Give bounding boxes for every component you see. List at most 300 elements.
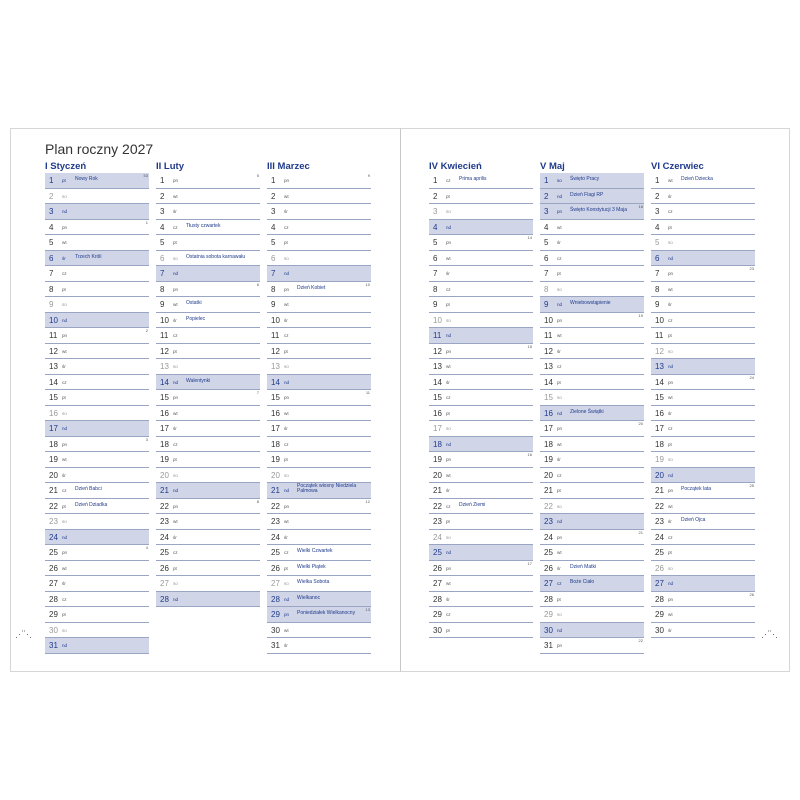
day-row[interactable] xyxy=(651,592,755,608)
day-row[interactable] xyxy=(429,468,533,484)
day-row[interactable] xyxy=(156,452,260,468)
weekday-abbr: pn xyxy=(62,441,68,447)
weekday-abbr: pn xyxy=(557,426,563,431)
day-row[interactable] xyxy=(540,251,644,267)
day-row[interactable] xyxy=(267,204,371,220)
holiday-note: Trzech Króli xyxy=(75,253,102,260)
weekday-abbr: śr xyxy=(557,565,561,571)
week-number: 9 xyxy=(367,173,370,178)
day-row[interactable] xyxy=(156,282,260,298)
day-row[interactable] xyxy=(540,483,644,499)
day-row[interactable] xyxy=(267,189,371,205)
day-row[interactable] xyxy=(45,390,149,406)
day-row[interactable] xyxy=(540,297,644,313)
weekday-abbr: so xyxy=(284,581,289,586)
weekday-abbr: so xyxy=(173,364,178,369)
day-row[interactable] xyxy=(156,545,260,561)
day-row[interactable] xyxy=(651,328,755,344)
weekday-abbr: pt xyxy=(446,302,450,307)
week-number: 26 xyxy=(749,591,754,597)
weekday-abbr: śr xyxy=(284,426,288,431)
day-row[interactable] xyxy=(540,173,644,189)
week-number: 15 xyxy=(527,343,532,349)
day-row[interactable] xyxy=(540,220,644,236)
day-row[interactable] xyxy=(45,313,149,329)
day-row[interactable] xyxy=(267,452,371,468)
weekday-abbr: pn xyxy=(446,457,452,462)
day-row[interactable] xyxy=(267,173,371,189)
weekday-abbr: pn xyxy=(557,534,563,540)
day-row[interactable] xyxy=(156,220,260,236)
day-row[interactable] xyxy=(45,266,149,282)
day-row[interactable] xyxy=(267,297,371,313)
day-number: 19 xyxy=(49,455,58,464)
day-row[interactable] xyxy=(267,313,371,329)
day-row[interactable] xyxy=(429,607,533,623)
weekday-abbr: śr xyxy=(668,519,672,524)
day-row[interactable] xyxy=(429,173,533,189)
day-row[interactable] xyxy=(429,592,533,608)
weekday-abbr: pt xyxy=(62,395,66,400)
day-row[interactable] xyxy=(45,375,149,391)
day-number: 30 xyxy=(544,625,553,635)
day-row[interactable] xyxy=(429,328,533,344)
day-row[interactable] xyxy=(45,359,149,375)
day-row[interactable] xyxy=(45,173,149,189)
day-row[interactable] xyxy=(45,638,149,654)
weekday-abbr: śr xyxy=(284,643,288,648)
day-row[interactable] xyxy=(540,468,644,484)
day-row[interactable] xyxy=(267,499,371,515)
day-row[interactable] xyxy=(429,390,533,406)
day-row[interactable] xyxy=(429,375,533,391)
weekday-abbr: wt xyxy=(557,441,562,447)
day-row[interactable] xyxy=(429,530,533,546)
day-row[interactable] xyxy=(267,545,371,561)
day-row[interactable] xyxy=(651,576,755,592)
day-row[interactable] xyxy=(156,204,260,220)
weekday-abbr: cz xyxy=(173,224,178,230)
day-row[interactable] xyxy=(540,204,644,220)
day-number: 21 xyxy=(271,486,280,495)
weekday-abbr: śr xyxy=(557,457,561,462)
day-row[interactable] xyxy=(540,623,644,639)
weekday-abbr: nd xyxy=(173,271,179,276)
day-row[interactable] xyxy=(429,220,533,236)
day-row[interactable] xyxy=(156,359,260,375)
weekday-abbr: nd xyxy=(62,317,68,323)
day-row[interactable] xyxy=(267,344,371,360)
day-row[interactable] xyxy=(651,437,755,453)
corner-ornament-right: ⋰⋱ xyxy=(761,629,777,639)
week-number: 22 xyxy=(638,638,643,643)
holiday-note: Ostatnia sobota karnawału xyxy=(186,253,246,260)
day-number: 5 xyxy=(433,238,438,247)
day-row[interactable] xyxy=(267,437,371,453)
weekday-abbr: pt xyxy=(557,488,561,493)
day-row[interactable] xyxy=(45,561,149,577)
day-row[interactable] xyxy=(429,452,533,468)
day-row[interactable] xyxy=(45,344,149,360)
day-row[interactable] xyxy=(651,483,755,499)
day-row[interactable] xyxy=(651,406,755,422)
day-number: 18 xyxy=(49,439,58,449)
day-row[interactable] xyxy=(156,189,260,205)
day-row[interactable] xyxy=(156,235,260,251)
weekday-abbr: so xyxy=(557,178,562,183)
holiday-note: Poniedziałek Wielkanocny xyxy=(297,610,356,616)
day-row[interactable] xyxy=(540,235,644,251)
day-row[interactable] xyxy=(156,406,260,422)
weekday-abbr: wt xyxy=(446,364,451,369)
day-number: 26 xyxy=(160,563,169,573)
day-row[interactable] xyxy=(429,437,533,453)
month-april xyxy=(429,161,533,635)
day-row[interactable] xyxy=(267,468,371,484)
day-row[interactable] xyxy=(651,220,755,236)
day-row[interactable] xyxy=(651,173,755,189)
weekday-abbr: nd xyxy=(668,581,674,586)
day-row[interactable] xyxy=(45,499,149,515)
day-row[interactable] xyxy=(429,406,533,422)
day-row[interactable] xyxy=(156,173,260,189)
day-row[interactable] xyxy=(429,421,533,437)
day-row[interactable] xyxy=(540,359,644,375)
day-row[interactable] xyxy=(45,189,149,205)
day-row[interactable] xyxy=(429,251,533,267)
weekday-abbr: nd xyxy=(62,643,68,648)
day-number: 1 xyxy=(160,176,165,185)
day-row[interactable] xyxy=(45,514,149,530)
month-june xyxy=(651,161,755,635)
weekday-abbr: so xyxy=(557,612,562,617)
day-row[interactable] xyxy=(651,313,755,329)
day-row[interactable] xyxy=(45,282,149,298)
day-number: 15 xyxy=(160,393,169,402)
day-number: 30 xyxy=(271,625,280,635)
day-row[interactable] xyxy=(267,592,371,608)
day-row[interactable] xyxy=(429,483,533,499)
day-row[interactable] xyxy=(156,514,260,530)
weekday-abbr: wt xyxy=(284,410,289,416)
weekday-abbr: wt xyxy=(446,581,451,586)
day-row[interactable] xyxy=(651,359,755,375)
weekday-abbr: pt xyxy=(173,565,177,571)
weekday-abbr: śr xyxy=(446,596,450,602)
day-row[interactable] xyxy=(651,452,755,468)
day-number: 2 xyxy=(655,191,660,201)
day-row[interactable] xyxy=(45,576,149,592)
day-row[interactable] xyxy=(429,313,533,329)
day-number: 5 xyxy=(49,238,54,247)
day-row[interactable] xyxy=(156,375,260,391)
day-row[interactable] xyxy=(540,390,644,406)
day-row[interactable] xyxy=(45,204,149,220)
weekday-abbr: pt xyxy=(668,224,672,230)
corner-ornament-left: ⋰⋱ xyxy=(15,629,31,639)
day-number: 7 xyxy=(655,269,660,278)
day-row[interactable] xyxy=(651,561,755,577)
day-row[interactable] xyxy=(45,452,149,468)
day-row[interactable] xyxy=(651,297,755,313)
day-row[interactable] xyxy=(267,421,371,437)
holiday-note: Początek wiosny Niedziela Palmowa xyxy=(297,483,357,494)
weekday-abbr: nd xyxy=(62,209,68,214)
weekday-abbr: śr xyxy=(173,426,177,431)
week-number: 7 xyxy=(256,390,259,395)
week-number: 12 xyxy=(365,498,370,504)
day-number: 1 xyxy=(655,176,660,185)
weekday-abbr: cz xyxy=(557,364,562,369)
month-may xyxy=(540,161,644,650)
day-number: 29 xyxy=(271,610,280,619)
month-header: IV Kwiecień xyxy=(429,161,482,172)
day-number: 7 xyxy=(544,269,549,278)
day-row[interactable] xyxy=(156,530,260,546)
month-march xyxy=(267,161,371,650)
weekday-abbr: pn xyxy=(557,317,563,323)
day-row[interactable] xyxy=(540,344,644,360)
day-number: 25 xyxy=(49,548,58,557)
day-row[interactable] xyxy=(651,344,755,360)
day-row[interactable] xyxy=(651,282,755,298)
day-row[interactable] xyxy=(429,297,533,313)
weekday-abbr: cz xyxy=(668,426,673,431)
weekday-abbr: pt xyxy=(62,612,66,617)
day-row[interactable] xyxy=(540,437,644,453)
day-row[interactable] xyxy=(540,406,644,422)
day-row[interactable] xyxy=(267,390,371,406)
day-row[interactable] xyxy=(429,499,533,515)
day-row[interactable] xyxy=(651,530,755,546)
day-row[interactable] xyxy=(651,375,755,391)
day-row[interactable] xyxy=(267,251,371,267)
weekday-abbr: śr xyxy=(173,317,177,323)
day-number: 23 xyxy=(49,517,58,526)
day-row[interactable] xyxy=(651,623,755,639)
weekday-abbr: cz xyxy=(173,333,178,338)
weekday-abbr: śr xyxy=(668,302,672,307)
day-row[interactable] xyxy=(267,282,371,298)
day-row[interactable] xyxy=(651,390,755,406)
weekday-abbr: so xyxy=(668,348,673,354)
day-row[interactable] xyxy=(156,390,260,406)
weekday-abbr: pn xyxy=(284,395,290,400)
day-row[interactable] xyxy=(156,266,260,282)
day-row[interactable] xyxy=(156,251,260,267)
day-row[interactable] xyxy=(267,235,371,251)
day-row[interactable] xyxy=(429,204,533,220)
day-row[interactable] xyxy=(651,499,755,515)
weekday-abbr: so xyxy=(62,627,67,633)
weekday-abbr: cz xyxy=(446,503,451,509)
day-row[interactable] xyxy=(267,328,371,344)
weekday-abbr: wt xyxy=(173,410,178,416)
day-number: 13 xyxy=(271,362,280,371)
weekday-abbr: pt xyxy=(557,596,561,602)
day-row[interactable] xyxy=(540,313,644,329)
day-row[interactable] xyxy=(156,592,260,608)
day-row[interactable] xyxy=(540,375,644,391)
day-row[interactable] xyxy=(651,189,755,205)
day-row[interactable] xyxy=(45,251,149,267)
day-row[interactable] xyxy=(156,313,260,329)
day-number: 8 xyxy=(49,284,54,294)
week-number: 19 xyxy=(638,312,643,318)
day-row[interactable] xyxy=(45,607,149,623)
holiday-note: Początek lata xyxy=(681,486,712,492)
day-number: 3 xyxy=(433,207,438,216)
day-row[interactable] xyxy=(267,266,371,282)
weekday-abbr: cz xyxy=(668,209,673,214)
day-row[interactable] xyxy=(267,359,371,375)
day-row[interactable] xyxy=(45,530,149,546)
day-row[interactable] xyxy=(45,483,149,499)
day-row[interactable] xyxy=(156,576,260,592)
day-row[interactable] xyxy=(429,561,533,577)
weekday-abbr: pn xyxy=(284,503,290,509)
day-number: 7 xyxy=(433,269,438,278)
day-row[interactable] xyxy=(45,421,149,437)
day-number: 17 xyxy=(655,424,664,433)
day-row[interactable] xyxy=(267,561,371,577)
day-row[interactable] xyxy=(540,576,644,592)
day-row[interactable] xyxy=(267,623,371,639)
day-number: 26 xyxy=(655,563,664,573)
day-row[interactable] xyxy=(429,189,533,205)
day-row[interactable] xyxy=(156,561,260,577)
holiday-note: Dzień Dziadka xyxy=(75,501,108,508)
day-row[interactable] xyxy=(429,359,533,375)
day-row[interactable] xyxy=(651,468,755,484)
day-row[interactable] xyxy=(540,592,644,608)
weekday-abbr: pt xyxy=(446,410,450,416)
day-number: 20 xyxy=(433,470,442,480)
day-row[interactable] xyxy=(267,514,371,530)
day-row[interactable] xyxy=(429,545,533,561)
day-row[interactable] xyxy=(540,421,644,437)
day-row[interactable] xyxy=(156,468,260,484)
day-row[interactable] xyxy=(45,235,149,251)
day-row[interactable] xyxy=(540,514,644,530)
weekday-abbr: so xyxy=(668,457,673,462)
weekday-abbr: wt xyxy=(284,519,289,524)
week-number: 10 xyxy=(365,281,370,287)
day-number: 4 xyxy=(160,222,165,232)
day-row[interactable] xyxy=(45,220,149,236)
weekday-abbr: pn xyxy=(446,348,452,354)
day-row[interactable] xyxy=(156,499,260,515)
day-row[interactable] xyxy=(651,251,755,267)
day-row[interactable] xyxy=(156,297,260,313)
day-number: 30 xyxy=(655,625,664,635)
day-row[interactable] xyxy=(540,530,644,546)
day-row[interactable] xyxy=(45,437,149,453)
day-row[interactable] xyxy=(267,406,371,422)
weekday-abbr: śr xyxy=(62,255,66,261)
day-row[interactable] xyxy=(540,545,644,561)
day-row[interactable] xyxy=(45,468,149,484)
weekday-abbr: pt xyxy=(668,550,672,555)
day-row[interactable] xyxy=(45,623,149,639)
day-row[interactable] xyxy=(45,297,149,313)
day-row[interactable] xyxy=(156,421,260,437)
day-row[interactable] xyxy=(429,235,533,251)
day-row[interactable] xyxy=(429,514,533,530)
weekday-abbr: śr xyxy=(668,193,672,199)
day-row[interactable] xyxy=(540,638,644,654)
day-row[interactable] xyxy=(45,592,149,608)
day-row[interactable] xyxy=(267,220,371,236)
day-row[interactable] xyxy=(156,344,260,360)
day-number: 24 xyxy=(655,532,664,542)
day-row[interactable] xyxy=(540,452,644,468)
week-number: 24 xyxy=(749,374,754,380)
day-row[interactable] xyxy=(651,545,755,561)
day-row[interactable] xyxy=(45,545,149,561)
day-row[interactable] xyxy=(651,421,755,437)
day-row[interactable] xyxy=(540,607,644,623)
weekday-abbr: wt xyxy=(668,612,673,617)
day-number: 24 xyxy=(49,532,58,542)
day-row[interactable] xyxy=(540,561,644,577)
day-row[interactable] xyxy=(651,514,755,530)
day-row[interactable] xyxy=(267,638,371,654)
day-number: 16 xyxy=(271,408,280,418)
week-number: 4 xyxy=(145,545,148,550)
weekday-abbr: cz xyxy=(173,550,178,555)
left-page xyxy=(10,128,400,672)
day-row[interactable] xyxy=(429,623,533,639)
day-row[interactable] xyxy=(45,406,149,422)
day-row[interactable] xyxy=(267,483,371,499)
day-row[interactable] xyxy=(267,530,371,546)
day-row[interactable] xyxy=(429,344,533,360)
day-number: 8 xyxy=(655,284,660,294)
day-row[interactable] xyxy=(540,499,644,515)
day-row[interactable] xyxy=(540,266,644,282)
weekday-abbr: cz xyxy=(62,488,67,493)
day-row[interactable] xyxy=(651,235,755,251)
day-row[interactable] xyxy=(156,437,260,453)
day-number: 1 xyxy=(49,176,54,185)
day-row[interactable] xyxy=(429,576,533,592)
day-number: 17 xyxy=(433,424,442,433)
day-row[interactable] xyxy=(267,607,371,623)
day-number: 12 xyxy=(160,346,169,356)
day-row[interactable] xyxy=(267,576,371,592)
weekday-abbr: pn xyxy=(173,286,179,292)
day-row[interactable] xyxy=(651,607,755,623)
day-row[interactable] xyxy=(540,282,644,298)
day-row[interactable] xyxy=(429,282,533,298)
day-row[interactable] xyxy=(45,328,149,344)
day-row[interactable] xyxy=(540,328,644,344)
week-number: 20 xyxy=(638,421,643,426)
day-row[interactable] xyxy=(156,328,260,344)
weekday-abbr: pn xyxy=(62,333,68,338)
day-row[interactable] xyxy=(540,189,644,205)
day-number: 28 xyxy=(544,594,553,604)
day-number: 2 xyxy=(271,191,276,201)
weekday-abbr: nd xyxy=(284,488,290,493)
day-row[interactable] xyxy=(651,204,755,220)
day-row[interactable] xyxy=(267,375,371,391)
weekday-abbr: cz xyxy=(446,612,451,617)
day-row[interactable] xyxy=(651,266,755,282)
day-row[interactable] xyxy=(429,266,533,282)
day-row[interactable] xyxy=(156,483,260,499)
